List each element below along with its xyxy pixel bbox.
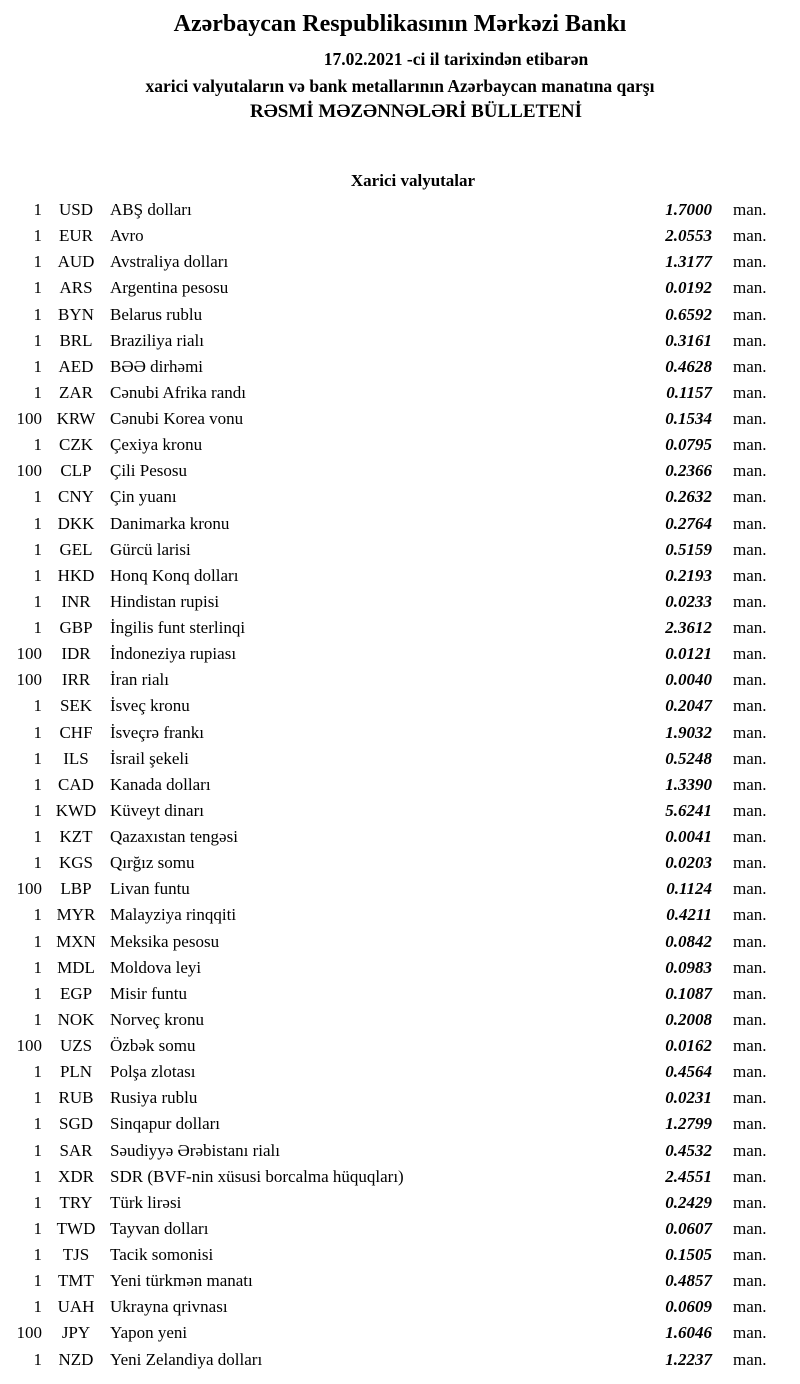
rate-value: 0.0607 bbox=[665, 1218, 712, 1238]
rate-qty: 1 bbox=[33, 1192, 42, 1212]
rate-value: 0.2193 bbox=[665, 565, 712, 585]
currency-name: Moldova leyi bbox=[110, 957, 202, 977]
rate-row bbox=[0, 458, 800, 484]
rate-qty: 100 bbox=[16, 461, 42, 481]
rate-row bbox=[0, 876, 800, 902]
currency-name: Gürcü larisi bbox=[110, 539, 191, 559]
rate-value: 1.7000 bbox=[665, 200, 712, 219]
rate-value: 0.4211 bbox=[666, 905, 712, 925]
rate-row bbox=[0, 693, 800, 719]
currency-code: ZAR bbox=[59, 382, 93, 402]
rate-qty: 1 bbox=[33, 330, 42, 350]
rate-unit: man. bbox=[733, 278, 767, 298]
rate-qty: 1 bbox=[33, 1009, 42, 1029]
currency-code: PLN bbox=[59, 1062, 93, 1082]
rate-value: 1.6046 bbox=[665, 1323, 712, 1343]
currency-name: İngilis funt sterlinqi bbox=[110, 618, 246, 637]
rate-qty: 100 bbox=[16, 1036, 42, 1055]
rate-row bbox=[0, 1138, 800, 1164]
rate-unit: man. bbox=[733, 722, 767, 742]
currency-name: Yapon yeni bbox=[110, 1323, 188, 1343]
rate-unit: man. bbox=[733, 618, 767, 637]
document-header bbox=[0, 0, 800, 124]
rate-unit: man. bbox=[733, 539, 767, 559]
currency-code: LBP bbox=[60, 879, 92, 899]
rate-row bbox=[0, 955, 800, 981]
rate-row bbox=[0, 1164, 800, 1190]
rate-qty: 1 bbox=[33, 539, 42, 559]
rate-value: 0.4564 bbox=[665, 1062, 712, 1082]
currency-code: CHF bbox=[59, 722, 93, 742]
currency-code: ARS bbox=[59, 278, 93, 298]
rate-unit: man. bbox=[733, 200, 767, 219]
currency-code: RUB bbox=[58, 1088, 94, 1108]
rate-unit: man. bbox=[733, 1062, 767, 1082]
rate-unit: man. bbox=[733, 513, 767, 533]
currency-code: JPY bbox=[61, 1323, 91, 1343]
rate-qty: 1 bbox=[33, 983, 42, 1003]
currency-name: Sinqapur dolları bbox=[110, 1114, 221, 1134]
currency-code: BRL bbox=[59, 330, 93, 350]
rate-row bbox=[0, 824, 800, 850]
effective-date-line: 17.02.2021 -ci il tarixindən etibarən bbox=[323, 49, 589, 69]
rate-row bbox=[0, 929, 800, 955]
currency-name: Avro bbox=[110, 226, 144, 246]
rate-row bbox=[0, 302, 800, 328]
rate-unit: man. bbox=[733, 252, 767, 272]
rate-row bbox=[0, 850, 800, 876]
rate-row bbox=[0, 328, 800, 354]
rate-row bbox=[0, 354, 800, 380]
currency-name: İsveçrə frankı bbox=[110, 722, 204, 742]
currency-name: Çexiya kronu bbox=[110, 435, 203, 455]
rates-table bbox=[0, 197, 800, 1373]
rate-unit: man. bbox=[733, 565, 767, 585]
currency-code: XDR bbox=[58, 1166, 94, 1186]
currency-code: USD bbox=[58, 200, 93, 219]
currency-name: Danimarka kronu bbox=[110, 513, 230, 533]
currency-name: Rusiya rublu bbox=[110, 1088, 198, 1108]
rate-value: 0.4628 bbox=[665, 356, 712, 376]
rate-row bbox=[0, 275, 800, 301]
currency-name: Çili Pesosu bbox=[110, 461, 187, 481]
rate-row bbox=[0, 406, 800, 432]
rate-row bbox=[0, 1242, 800, 1268]
rate-unit: man. bbox=[733, 226, 767, 246]
rate-row bbox=[0, 1320, 800, 1346]
rate-qty: 1 bbox=[33, 304, 42, 324]
rate-qty: 1 bbox=[33, 252, 42, 272]
rate-qty: 1 bbox=[33, 800, 42, 820]
rate-row bbox=[0, 615, 800, 641]
currency-code: CNY bbox=[58, 487, 94, 507]
rate-unit: man. bbox=[733, 1009, 767, 1029]
rate-value: 2.3612 bbox=[665, 618, 712, 637]
rate-qty: 100 bbox=[16, 644, 42, 664]
currency-name: BƏƏ dirhəmi bbox=[110, 356, 204, 376]
rate-value: 0.1087 bbox=[665, 983, 712, 1003]
rate-row bbox=[0, 798, 800, 824]
currency-name: Qırğız somu bbox=[110, 853, 195, 873]
rate-row bbox=[0, 1294, 800, 1320]
rate-unit: man. bbox=[733, 330, 767, 350]
currency-code: SGD bbox=[58, 1114, 93, 1134]
rate-value: 0.0842 bbox=[665, 931, 712, 951]
currency-name: Hindistan rupisi bbox=[110, 591, 220, 611]
rate-qty: 100 bbox=[16, 879, 42, 899]
rate-value: 0.4857 bbox=[665, 1271, 712, 1291]
rate-value: 1.9032 bbox=[665, 722, 712, 742]
rate-unit: man. bbox=[733, 1349, 767, 1369]
currency-code: CAD bbox=[58, 774, 94, 794]
currency-name: Kanada dolları bbox=[110, 774, 211, 794]
rate-value: 0.1157 bbox=[666, 382, 712, 402]
rate-unit: man. bbox=[733, 983, 767, 1003]
rate-qty: 1 bbox=[33, 1166, 42, 1186]
currency-name: Ukrayna qrivnası bbox=[110, 1297, 228, 1317]
rate-row bbox=[0, 223, 800, 249]
currency-code: AED bbox=[58, 356, 94, 376]
currency-code: NOK bbox=[57, 1009, 95, 1029]
rate-row bbox=[0, 1111, 800, 1137]
rate-qty: 1 bbox=[33, 905, 42, 925]
rate-unit: man. bbox=[733, 409, 767, 428]
rate-row bbox=[0, 746, 800, 772]
rate-unit: man. bbox=[733, 827, 767, 846]
rate-value: 0.0203 bbox=[665, 853, 712, 873]
rate-value: 0.2764 bbox=[665, 513, 712, 533]
rate-unit: man. bbox=[733, 356, 767, 376]
rate-value: 2.4551 bbox=[665, 1166, 712, 1186]
rate-unit: man. bbox=[733, 1166, 767, 1186]
rate-unit: man. bbox=[733, 1036, 767, 1055]
currency-name: Türk lirəsi bbox=[110, 1192, 182, 1212]
rate-value: 5.6241 bbox=[665, 800, 712, 820]
rate-qty: 1 bbox=[33, 435, 42, 455]
currency-code: SEK bbox=[59, 696, 93, 716]
rate-unit: man. bbox=[733, 879, 767, 899]
rate-value: 0.0192 bbox=[665, 278, 712, 298]
currency-code: HKD bbox=[57, 565, 95, 585]
currency-name: Livan funtu bbox=[110, 879, 190, 899]
currency-code: KZT bbox=[59, 827, 93, 846]
currency-code: INR bbox=[61, 591, 91, 611]
rate-unit: man. bbox=[733, 1245, 767, 1264]
rate-qty: 1 bbox=[33, 356, 42, 376]
currency-code: MDL bbox=[57, 957, 95, 977]
rate-row bbox=[0, 667, 800, 693]
rate-qty: 1 bbox=[33, 618, 42, 637]
rate-unit: man. bbox=[733, 382, 767, 402]
rate-value: 0.0040 bbox=[665, 670, 712, 690]
rate-qty: 1 bbox=[33, 748, 42, 768]
rate-unit: man. bbox=[733, 670, 767, 690]
rate-value: 0.2008 bbox=[665, 1009, 712, 1029]
currency-name: Misir funtu bbox=[110, 983, 187, 1003]
subtitle-line: xarici valyutaların və bank metallarının Azərbaycan manatına qarşı bbox=[145, 76, 655, 96]
section-title-foreign-currencies: Xarici valyutalar bbox=[350, 171, 476, 190]
currency-code: CLP bbox=[60, 461, 92, 481]
currency-code: NZD bbox=[58, 1349, 94, 1369]
currency-name: Yeni Zelandiya dolları bbox=[110, 1349, 263, 1369]
rate-unit: man. bbox=[733, 644, 767, 664]
rate-unit: man. bbox=[733, 1088, 767, 1108]
rate-qty: 1 bbox=[33, 1088, 42, 1108]
rate-value: 1.2237 bbox=[665, 1349, 712, 1369]
currency-code: IRR bbox=[61, 670, 91, 690]
currency-code: KRW bbox=[56, 409, 96, 428]
rate-value: 0.2632 bbox=[665, 487, 712, 507]
rate-qty: 1 bbox=[33, 931, 42, 951]
rate-unit: man. bbox=[733, 461, 767, 481]
rate-unit: man. bbox=[733, 1297, 767, 1317]
rate-value: 0.2366 bbox=[665, 461, 712, 481]
currency-code: BYN bbox=[58, 304, 94, 324]
rate-value: 0.1124 bbox=[666, 879, 712, 899]
rate-row bbox=[0, 1033, 800, 1059]
rate-row bbox=[0, 249, 800, 275]
rate-unit: man. bbox=[733, 931, 767, 951]
rate-unit: man. bbox=[733, 487, 767, 507]
rate-value: 0.0795 bbox=[665, 435, 712, 455]
currency-code: GBP bbox=[59, 618, 93, 637]
currency-name: Tayvan dolları bbox=[110, 1218, 209, 1238]
currency-name: Braziliya rialı bbox=[110, 330, 204, 350]
rate-qty: 1 bbox=[33, 1114, 42, 1134]
currency-name: İran rialı bbox=[110, 670, 169, 690]
currency-name: Argentina pesosu bbox=[110, 278, 229, 298]
currency-name: ABŞ dolları bbox=[110, 200, 192, 219]
currency-name: İndoneziya rupiası bbox=[110, 644, 237, 664]
currency-name: Polşa zlotası bbox=[110, 1062, 196, 1082]
rate-qty: 1 bbox=[33, 827, 42, 846]
currency-code: MXN bbox=[56, 931, 96, 951]
rate-value: 0.0231 bbox=[665, 1088, 712, 1108]
currency-code: TRY bbox=[59, 1192, 93, 1212]
rate-row bbox=[0, 1216, 800, 1242]
rate-qty: 1 bbox=[33, 200, 42, 219]
rate-row bbox=[0, 197, 800, 223]
currency-code: SAR bbox=[59, 1140, 93, 1160]
rate-qty: 100 bbox=[16, 1323, 42, 1343]
rate-row bbox=[0, 484, 800, 510]
rate-value: 1.3390 bbox=[665, 774, 712, 794]
currency-code: TWD bbox=[56, 1218, 96, 1238]
rate-qty: 1 bbox=[33, 1349, 42, 1369]
rate-row bbox=[0, 902, 800, 928]
currency-code: TMT bbox=[58, 1271, 94, 1291]
currency-code: EUR bbox=[59, 226, 93, 246]
rate-row bbox=[0, 981, 800, 1007]
rate-unit: man. bbox=[733, 1140, 767, 1160]
rate-row bbox=[0, 641, 800, 667]
currency-name: Cənubi Korea vonu bbox=[110, 409, 244, 428]
rate-qty: 100 bbox=[16, 670, 42, 690]
currency-name: Meksika pesosu bbox=[110, 931, 220, 951]
rate-qty: 1 bbox=[33, 1271, 42, 1291]
rate-value: 0.6592 bbox=[665, 304, 712, 324]
rate-row bbox=[0, 380, 800, 406]
currency-name: Küveyt dinarı bbox=[110, 800, 204, 820]
rate-value: 0.0041 bbox=[665, 827, 712, 846]
rate-value: 0.0609 bbox=[665, 1297, 712, 1317]
bank-title: Azərbaycan Respublikasının Mərkəzi Bankı bbox=[173, 11, 627, 37]
currency-name: Norveç kronu bbox=[110, 1009, 204, 1029]
rate-qty: 100 bbox=[16, 409, 42, 428]
rate-qty: 1 bbox=[33, 591, 42, 611]
currency-name: Yeni türkmən manatı bbox=[110, 1271, 253, 1291]
currency-code: KWD bbox=[55, 800, 97, 820]
rate-qty: 1 bbox=[33, 226, 42, 246]
currency-code: ILS bbox=[63, 748, 89, 768]
rate-value: 0.5159 bbox=[665, 539, 712, 559]
currency-code: DKK bbox=[57, 513, 95, 533]
rate-value: 0.4532 bbox=[665, 1140, 712, 1160]
rate-unit: man. bbox=[733, 748, 767, 768]
rate-row bbox=[0, 1085, 800, 1111]
currency-code: KGS bbox=[58, 853, 93, 873]
currency-name: İsveç kronu bbox=[110, 696, 190, 716]
rate-unit: man. bbox=[733, 957, 767, 977]
rate-unit: man. bbox=[733, 774, 767, 794]
rate-value: 0.2047 bbox=[665, 696, 712, 716]
rate-row bbox=[0, 772, 800, 798]
rate-value: 0.3161 bbox=[665, 330, 712, 350]
currency-code: AUD bbox=[57, 252, 95, 272]
rate-qty: 1 bbox=[33, 853, 42, 873]
rate-qty: 1 bbox=[33, 1245, 42, 1264]
currency-code: MYR bbox=[56, 905, 96, 925]
rate-row bbox=[0, 1007, 800, 1033]
rate-unit: man. bbox=[733, 1218, 767, 1238]
currency-name: Avstraliya dolları bbox=[110, 252, 229, 272]
rate-unit: man. bbox=[733, 591, 767, 611]
rate-value: 0.5248 bbox=[665, 748, 712, 768]
currency-name: Tacik somonisi bbox=[110, 1245, 214, 1264]
currency-code: UZS bbox=[59, 1036, 93, 1055]
rate-unit: man. bbox=[733, 905, 767, 925]
rate-unit: man. bbox=[733, 800, 767, 820]
rate-qty: 1 bbox=[33, 382, 42, 402]
rate-unit: man. bbox=[733, 1271, 767, 1291]
rate-unit: man. bbox=[733, 696, 767, 716]
rate-qty: 1 bbox=[33, 1140, 42, 1160]
currency-name: Cənubi Afrika randı bbox=[110, 382, 246, 402]
rate-qty: 1 bbox=[33, 1297, 42, 1317]
rate-unit: man. bbox=[733, 1114, 767, 1134]
rate-qty: 1 bbox=[33, 1062, 42, 1082]
currency-name: Belarus rublu bbox=[110, 304, 203, 324]
currency-name: SDR (BVF-nin xüsusi borcalma hüquqları) bbox=[110, 1166, 404, 1186]
rate-value: 0.1534 bbox=[665, 409, 712, 428]
currency-name: İsrail şekeli bbox=[110, 748, 189, 768]
rate-value: 0.0121 bbox=[665, 644, 712, 664]
bulletin-title: RƏSMİ MƏZƏNNƏLƏRİ BÜLLETENİ bbox=[249, 101, 582, 122]
currency-name: Malayziya rinqqiti bbox=[110, 905, 237, 925]
rate-value: 0.0233 bbox=[665, 591, 712, 611]
rate-row bbox=[0, 589, 800, 615]
rate-value: 0.2429 bbox=[665, 1192, 712, 1212]
rate-unit: man. bbox=[733, 1192, 767, 1212]
rate-row bbox=[0, 511, 800, 537]
rate-unit: man. bbox=[733, 435, 767, 455]
currency-code: UAH bbox=[57, 1297, 95, 1317]
rate-row bbox=[0, 720, 800, 746]
currency-name: Səudiyyə Ərəbistanı rialı bbox=[110, 1140, 280, 1160]
rate-unit: man. bbox=[733, 304, 767, 324]
rate-row bbox=[0, 432, 800, 458]
currency-code: CZK bbox=[59, 435, 93, 455]
rate-row bbox=[0, 1347, 800, 1373]
rate-qty: 1 bbox=[33, 774, 42, 794]
rate-row bbox=[0, 537, 800, 563]
rate-row bbox=[0, 1268, 800, 1294]
rate-unit: man. bbox=[733, 1323, 767, 1343]
rate-value: 0.0162 bbox=[665, 1036, 712, 1055]
rate-qty: 1 bbox=[33, 1218, 42, 1238]
currency-name: Çin yuanı bbox=[110, 487, 177, 507]
rate-unit: man. bbox=[733, 853, 767, 873]
currency-code: TJS bbox=[62, 1245, 90, 1264]
rate-value: 0.1505 bbox=[665, 1245, 712, 1264]
rate-qty: 1 bbox=[33, 565, 42, 585]
rate-qty: 1 bbox=[33, 513, 42, 533]
rate-value: 0.0983 bbox=[665, 957, 712, 977]
currency-code: GEL bbox=[59, 539, 93, 559]
rate-qty: 1 bbox=[33, 696, 42, 716]
rate-row bbox=[0, 563, 800, 589]
currency-name: Honq Konq dolları bbox=[110, 565, 239, 585]
rate-row bbox=[0, 1190, 800, 1216]
rate-qty: 1 bbox=[33, 957, 42, 977]
rate-qty: 1 bbox=[33, 278, 42, 298]
currency-name: Özbək somu bbox=[110, 1036, 196, 1055]
currency-name: Qazaxıstan tengəsi bbox=[110, 827, 238, 846]
rate-value: 2.0553 bbox=[665, 226, 712, 246]
currency-code: IDR bbox=[61, 644, 91, 664]
rate-qty: 1 bbox=[33, 487, 42, 507]
rate-row bbox=[0, 1059, 800, 1085]
rate-value: 1.3177 bbox=[665, 252, 712, 272]
rate-value: 1.2799 bbox=[665, 1114, 712, 1134]
rate-qty: 1 bbox=[33, 722, 42, 742]
currency-code: EGP bbox=[59, 983, 93, 1003]
